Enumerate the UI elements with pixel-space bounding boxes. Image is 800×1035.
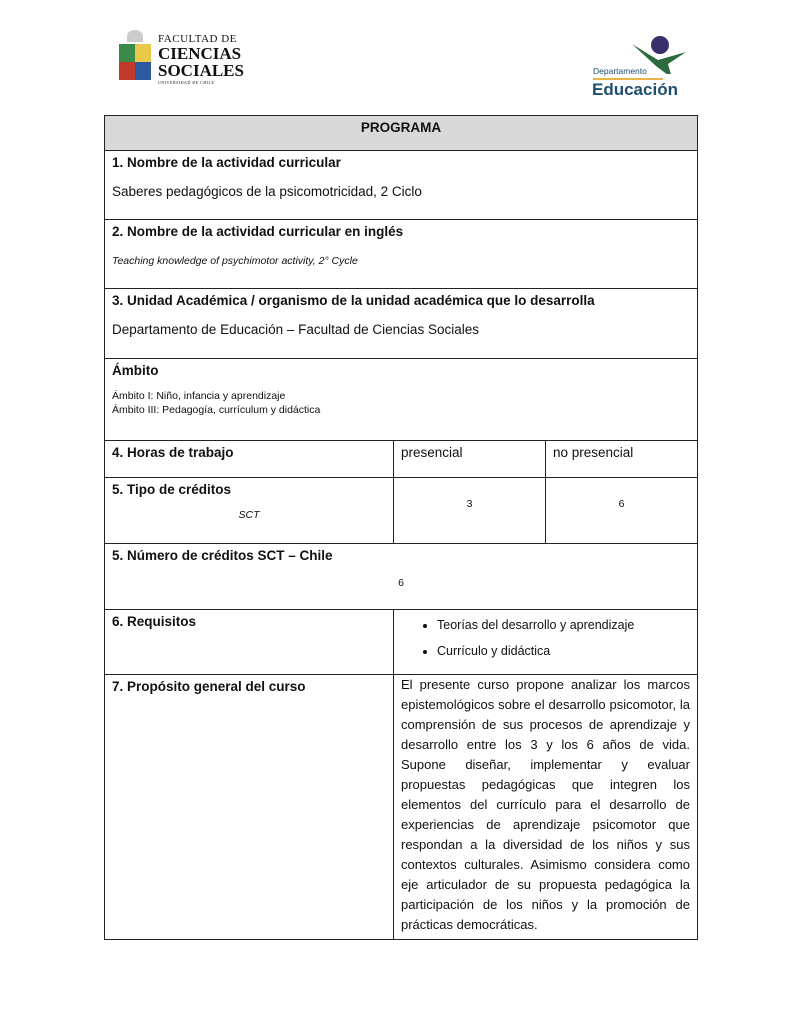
section-1 (105, 151, 698, 220)
section-label: 5. Número de créditos SCT – Chile (112, 548, 333, 563)
section-value: Saberes pedagógicos de la psicomotricidad, 2 Ciclo (112, 184, 422, 199)
section-2 (105, 220, 698, 289)
section-label: 3. Unidad Académica / organismo de la unidad académica que lo desarrolla (112, 293, 595, 308)
logo-text: Departamento (593, 66, 647, 76)
section-value: Departamento de Educación – Facultad de Ciencias Sociales (112, 322, 479, 337)
credit-type: SCT (238, 509, 260, 521)
facultad-logo (118, 30, 244, 88)
ambito-item: Ámbito III: Pedagogía, currículum y didáctica (112, 404, 321, 416)
logo-text: CIENCIAS (158, 43, 242, 63)
requisite-item: • Teorías del desarrollo y aprendizaje (437, 618, 690, 632)
credits-no-presencial: 6 (546, 478, 698, 544)
credits-presencial: 3 (394, 478, 546, 544)
logo-text: UNIVERSIDAD DE CHILE (158, 79, 215, 85)
section-3 (105, 289, 698, 359)
logo-text: SOCIALES (158, 60, 244, 80)
section-label: 4. Horas de trabajo (105, 441, 394, 478)
course-purpose: El presente curso propone analizar los marcos epistemológicos sobre el desarrollo psicomotor, la comprensión de sus procesos de aprendizaje y desarrollo entre los 3 y los 6 años de vida. Supone diseñar, implementar y evaluar propuestas pedagógicas que integren los elementos del currículo para el desarrollo de experiencias de aprendizaje psicomotor que respondan a la diversidad de los niños y sus contextos culturales. Asimismo considera como eje articulador de su propuesta pedagógica la participación de los niños y la promoción de prácticas democráticas. (394, 675, 698, 940)
credits-value: 6 (398, 577, 404, 589)
ambito-item: Ámbito I: Niño, infancia y aprendizaje (112, 390, 286, 402)
hours-presencial-header: presencial (394, 441, 546, 478)
section-label: 1. Nombre de la actividad curricular (112, 155, 341, 170)
section-label: 7. Propósito general del curso (105, 675, 394, 940)
section-label: 6. Requisitos (105, 610, 394, 675)
section-value: Teaching knowledge of psychimotor activity, 2° Cycle (112, 255, 358, 267)
logo-text: FACULTAD DE (158, 32, 237, 45)
section-ambito (105, 359, 698, 441)
departamento-logo (590, 34, 700, 98)
requisite-item: • Currículo y didáctica (437, 644, 690, 658)
table-title: PROGRAMA (105, 116, 698, 151)
section-label: Ámbito (112, 363, 159, 378)
logo-text: Educación (592, 80, 678, 99)
hours-no-presencial-header: no presencial (546, 441, 698, 478)
university-shield-icon (118, 30, 152, 88)
section-label: 2. Nombre de la actividad curricular en inglés (112, 224, 404, 239)
section-label: 5. Tipo de créditos (112, 482, 232, 497)
program-table (104, 115, 698, 940)
